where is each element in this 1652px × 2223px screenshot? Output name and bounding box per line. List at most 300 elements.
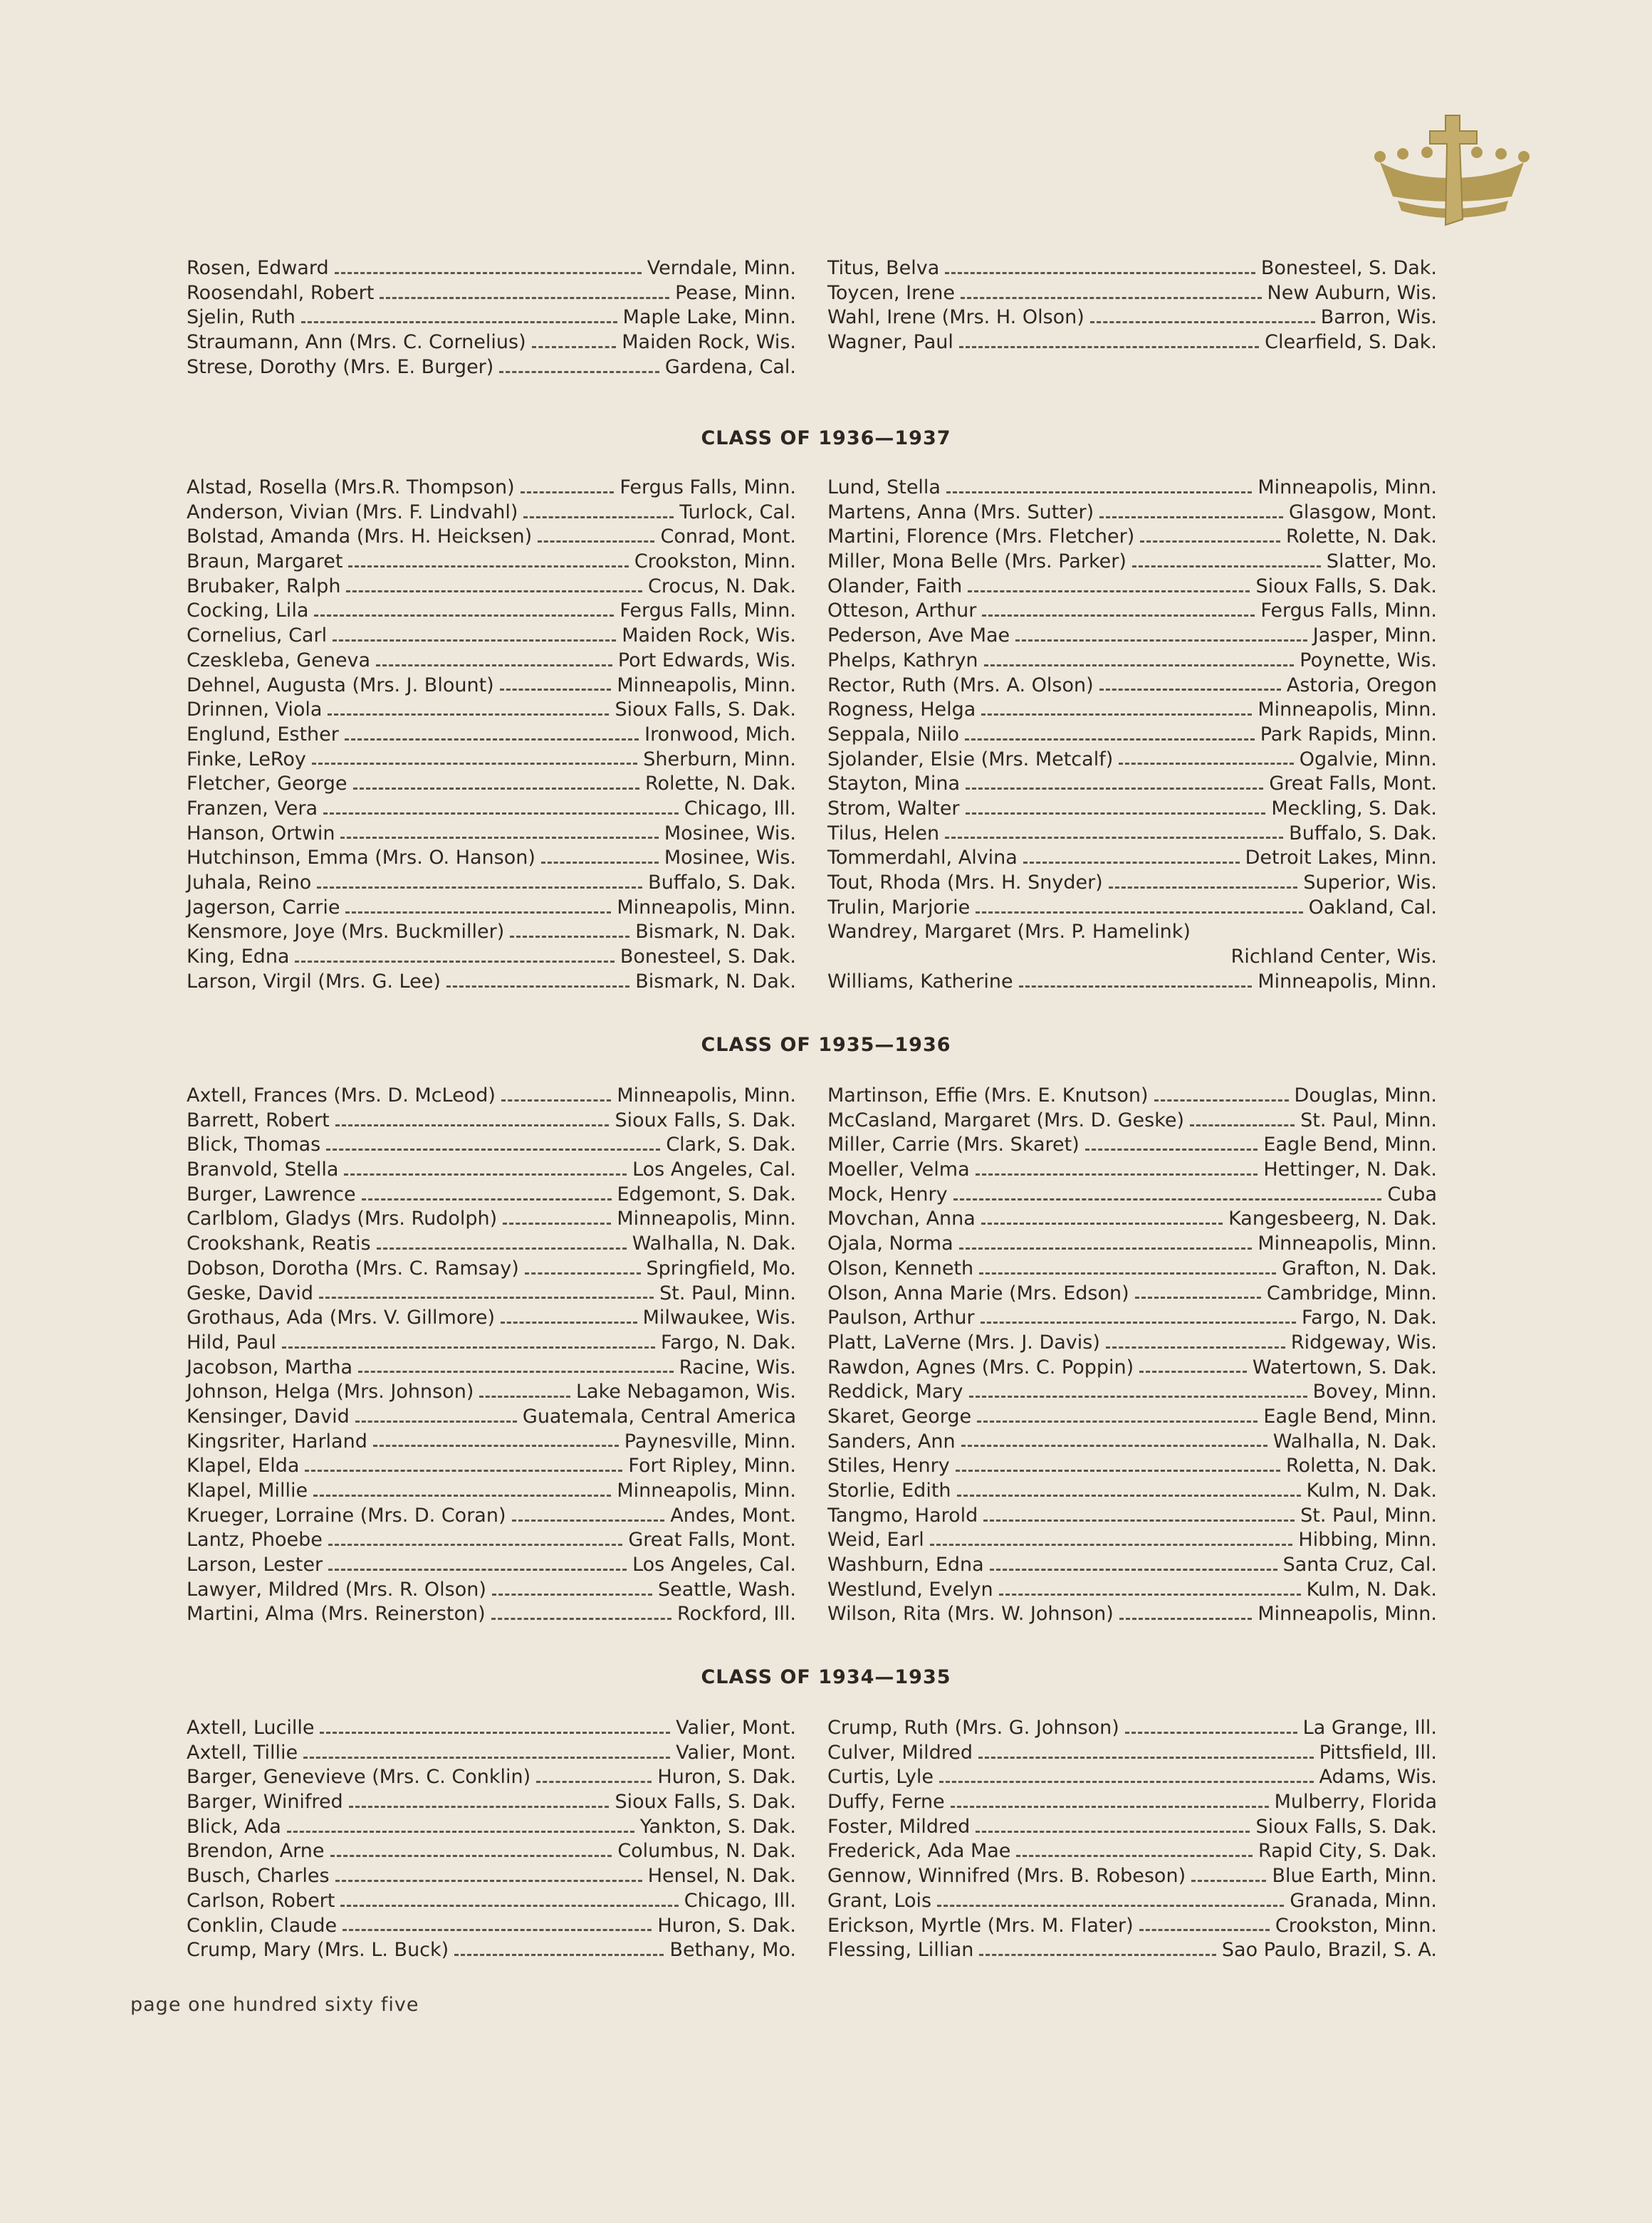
- member-name: Grant, Lois: [827, 1889, 932, 1912]
- member-location: Andes, Mont.: [670, 1504, 796, 1527]
- leader-dots: [330, 1852, 612, 1857]
- leader-dots: [501, 1097, 611, 1102]
- leader-dots: [961, 294, 1262, 299]
- member-name: Olson, Anna Marie (Mrs. Edson): [827, 1282, 1129, 1304]
- member-name: Krueger, Lorraine (Mrs. D. Coran): [187, 1504, 506, 1527]
- leader-dots: [358, 1368, 674, 1373]
- roster-entry: [187, 1133, 796, 1158]
- member-location: Buffalo, S. Dak.: [648, 872, 796, 894]
- leader-dots: [295, 958, 614, 963]
- member-location: Los Angeles, Cal.: [632, 1554, 796, 1576]
- roster-entry: [187, 846, 796, 871]
- leader-dots: [541, 859, 659, 864]
- leader-dots: [1019, 983, 1253, 988]
- class-heading: CLASS OF 1935—1936: [701, 1034, 951, 1056]
- leader-dots: [349, 1803, 610, 1808]
- roster-entry: [827, 1716, 1437, 1741]
- roster-column: [827, 1084, 1437, 1627]
- member-name: Hild, Paul: [187, 1331, 276, 1354]
- member-name: Stayton, Mina: [827, 773, 961, 795]
- roster-entry: [827, 256, 1437, 281]
- leader-dots: [313, 1492, 611, 1497]
- class-heading: CLASS OF 1936—1937: [701, 427, 951, 449]
- member-name: Seppala, Niilo: [827, 723, 960, 746]
- member-location: Fergus Falls, Minn.: [1260, 600, 1437, 622]
- leader-dots: [340, 1902, 678, 1907]
- member-location: Los Angeles, Cal.: [632, 1158, 796, 1181]
- member-name: Czeskleba, Geneva: [187, 649, 371, 671]
- member-location: Maiden Rock, Wis.: [622, 331, 796, 354]
- member-name: Anderson, Vivian (Mrs. F. Lindvahl): [187, 501, 518, 523]
- member-location: Poynette, Wis.: [1300, 649, 1437, 671]
- member-name: Westlund, Evelyn: [827, 1578, 993, 1601]
- member-name: Weid, Earl: [827, 1529, 924, 1552]
- roster-entry: [827, 1578, 1437, 1603]
- member-location: Fergus Falls, Minn.: [620, 600, 796, 622]
- roster-entry: [827, 1207, 1437, 1232]
- leader-dots: [362, 1196, 612, 1201]
- roster-entry: [187, 649, 796, 674]
- member-location: Bethany, Mo.: [669, 1939, 796, 1962]
- member-name: Blick, Thomas: [187, 1134, 321, 1156]
- leader-dots: [1106, 1344, 1285, 1349]
- member-location: Fort Ripley, Minn.: [628, 1455, 796, 1477]
- roster-entry: [187, 723, 796, 748]
- roster-entry: [187, 330, 796, 355]
- member-name: Barger, Winifred: [187, 1791, 343, 1814]
- leader-dots: [323, 810, 679, 815]
- roster-entry: [187, 1553, 796, 1578]
- roster-entry: [827, 1133, 1437, 1158]
- roster-column: [187, 1084, 796, 1627]
- leader-dots: [479, 1393, 570, 1398]
- member-name: Stiles, Henry: [827, 1455, 950, 1477]
- member-name: Grothaus, Ada (Mrs. V. Gillmore): [187, 1307, 496, 1329]
- leader-dots: [959, 1245, 1253, 1250]
- member-name: Moeller, Velma: [827, 1158, 970, 1181]
- member-location: Eagle Bend, Minn.: [1263, 1134, 1437, 1156]
- roster-column: [827, 256, 1437, 355]
- roster-entry: [827, 649, 1437, 674]
- member-location: Minneapolis, Minn.: [1258, 699, 1437, 721]
- leader-dots: [499, 368, 659, 373]
- member-name: Olson, Kenneth: [827, 1257, 974, 1280]
- leader-dots: [525, 1270, 641, 1275]
- leader-dots: [512, 1517, 665, 1522]
- leader-dots: [503, 1220, 611, 1225]
- roster-entry: [187, 1790, 796, 1815]
- roster-entry: [187, 1257, 796, 1282]
- member-name: Strom, Walter: [827, 797, 960, 820]
- member-name: Crookshank, Reatis: [187, 1233, 371, 1255]
- leader-dots: [320, 1729, 670, 1734]
- leader-dots: [346, 587, 642, 592]
- leader-dots: [326, 1146, 660, 1151]
- member-location: Milwaukee, Wis.: [642, 1307, 796, 1329]
- leader-dots: [961, 1442, 1267, 1447]
- roster-entry: [187, 256, 796, 281]
- leader-dots: [1119, 760, 1293, 765]
- roster-entry: [187, 1183, 796, 1208]
- leader-dots: [328, 1566, 627, 1571]
- leader-dots: [536, 1778, 652, 1783]
- roster-entry: [187, 1430, 796, 1455]
- member-name: Braun, Margaret: [187, 550, 343, 573]
- member-location: Rapid City, S. Dak.: [1258, 1840, 1437, 1863]
- leader-dots: [957, 1492, 1301, 1497]
- member-location: Minneapolis, Minn.: [617, 674, 796, 696]
- member-name: Miller, Carrie (Mrs. Skaret): [827, 1134, 1079, 1156]
- member-location: Superior, Wis.: [1303, 872, 1437, 894]
- leader-dots: [1090, 318, 1315, 323]
- leader-dots: [959, 343, 1259, 348]
- roster-entry: [187, 1602, 796, 1627]
- leader-dots: [491, 1615, 671, 1620]
- member-name: Wahl, Irene (Mrs. H. Olson): [827, 306, 1084, 329]
- leader-dots: [314, 612, 614, 617]
- roster-entry: [187, 1864, 796, 1889]
- roster-entry: [827, 970, 1437, 995]
- member-name: Foster, Mildred: [827, 1815, 971, 1838]
- roster-entry: [827, 330, 1437, 355]
- roster-entry: [827, 1815, 1437, 1840]
- member-location: Sioux Falls, S. Dak.: [1255, 1815, 1437, 1838]
- roster-entry: [187, 1405, 796, 1430]
- member-name: Martinson, Effie (Mrs. E. Knutson): [827, 1084, 1149, 1107]
- member-location: Crocus, N. Dak.: [648, 575, 796, 597]
- member-name: Williams, Katherine: [827, 970, 1013, 993]
- member-location: Sao Paulo, Brazil, S. A.: [1221, 1939, 1437, 1962]
- member-location: Bismark, N. Dak.: [635, 970, 796, 993]
- leader-dots: [951, 1803, 1269, 1808]
- member-name: Skaret, George: [827, 1405, 972, 1428]
- roster-entry: [827, 1889, 1437, 1914]
- roster-entry: [827, 1864, 1437, 1889]
- roster-column: [187, 256, 796, 380]
- roster-entry: [827, 772, 1437, 797]
- leader-dots: [1190, 1121, 1295, 1126]
- leader-dots: [969, 1393, 1307, 1398]
- leader-dots: [344, 1171, 627, 1176]
- member-name: Miller, Mona Belle (Mrs. Parker): [827, 550, 1126, 573]
- member-location: Crookston, Minn.: [1275, 1914, 1437, 1937]
- leader-dots: [1125, 1729, 1297, 1734]
- member-location: Hibbing, Minn.: [1298, 1529, 1437, 1552]
- member-name: Tommerdahl, Alvina: [827, 847, 1018, 869]
- member-location: Mosinee, Wis.: [664, 822, 796, 844]
- member-name: Pederson, Ave Mae: [827, 624, 1010, 647]
- member-location: Rolette, N. Dak.: [1285, 525, 1437, 548]
- member-name: Duffy, Ferne: [827, 1791, 945, 1814]
- roster-entry: [187, 624, 796, 649]
- member-name: Lawyer, Mildred (Mrs. R. Olson): [187, 1578, 486, 1601]
- member-location: Meckling, S. Dak.: [1271, 797, 1437, 820]
- roster-entry: [827, 748, 1437, 773]
- member-location: Fargo, N. Dak.: [1302, 1307, 1437, 1329]
- member-location: Barron, Wis.: [1320, 306, 1437, 329]
- member-name: Bolstad, Amanda (Mrs. H. Heicksen): [187, 525, 533, 548]
- member-name: Titus, Belva: [827, 257, 940, 279]
- roster-entry: [827, 1553, 1437, 1578]
- roster-entry: [827, 525, 1437, 550]
- leader-dots: [1099, 513, 1283, 518]
- roster-entry: [187, 550, 796, 575]
- member-name: Gennow, Winnifred (Mrs. B. Robeson): [827, 1865, 1186, 1888]
- roster-entry: [827, 476, 1437, 501]
- member-location: Minneapolis, Minn.: [617, 1084, 796, 1107]
- member-name: Phelps, Kathryn: [827, 649, 978, 671]
- roster-entry: [187, 1158, 796, 1183]
- roster-entry: [187, 1282, 796, 1307]
- roster-entry: [187, 599, 796, 624]
- roster-entry: [827, 1765, 1437, 1790]
- member-name: Sanders, Ann: [827, 1430, 956, 1453]
- member-location: St. Paul, Minn.: [1300, 1109, 1437, 1131]
- member-location: Paynesville, Minn.: [624, 1430, 796, 1453]
- member-name: Straumann, Ann (Mrs. C. Cornelius): [187, 331, 526, 354]
- member-name: Rector, Ruth (Mrs. A. Olson): [827, 674, 1094, 696]
- leader-dots: [523, 513, 674, 518]
- leader-dots: [500, 686, 612, 691]
- member-name: Dehnel, Augusta (Mrs. J. Blount): [187, 674, 494, 696]
- member-name: Branvold, Stella: [187, 1158, 339, 1181]
- roster-entry: [827, 1504, 1437, 1529]
- member-location: Verndale, Minn.: [647, 257, 796, 279]
- member-location: Minneapolis, Minn.: [617, 1208, 796, 1230]
- member-location: Jasper, Minn.: [1312, 624, 1437, 647]
- roster-entry: [827, 1839, 1437, 1864]
- leader-dots: [319, 1294, 654, 1299]
- page-number: page one hundred sixty five: [130, 1994, 419, 2016]
- roster-entry: [827, 1602, 1437, 1627]
- member-location: Ogalvie, Minn.: [1299, 748, 1437, 770]
- member-name: Tout, Rhoda (Mrs. H. Snyder): [827, 872, 1103, 894]
- member-location: Mosinee, Wis.: [664, 847, 796, 869]
- member-name: Rogness, Helga: [827, 699, 976, 721]
- roster-entry: [827, 896, 1437, 921]
- member-location: Bonesteel, S. Dak.: [1260, 257, 1437, 279]
- member-location: Cambridge, Minn.: [1266, 1282, 1437, 1304]
- member-location: New Auburn, Wis.: [1267, 281, 1437, 304]
- member-name: Barrett, Robert: [187, 1109, 330, 1131]
- roster-entry: [187, 1938, 796, 1963]
- roster-entry: [187, 674, 796, 699]
- member-location: Clearfield, S. Dak.: [1265, 331, 1437, 354]
- leader-dots: [1023, 859, 1240, 864]
- roster-entry: [187, 920, 796, 945]
- roster-entry: [827, 550, 1437, 575]
- member-location: Hensel, N. Dak.: [647, 1865, 796, 1888]
- member-name: Axtell, Frances (Mrs. D. McLeod): [187, 1084, 496, 1107]
- member-location: Lake Nebagamon, Wis.: [576, 1381, 796, 1403]
- roster-entry: [827, 501, 1437, 525]
- member-location: Rolette, N. Dak.: [644, 773, 796, 795]
- member-name: Otteson, Arthur: [827, 600, 977, 622]
- roster-entry: [827, 1741, 1437, 1766]
- roster-entry: [827, 599, 1437, 624]
- member-location: Sioux Falls, S. Dak.: [615, 699, 796, 721]
- leader-dots: [981, 1319, 1296, 1324]
- leader-dots: [977, 1418, 1258, 1423]
- roster-entry: [827, 1158, 1437, 1183]
- member-location: Port Edwards, Wis.: [617, 649, 796, 671]
- leader-dots: [532, 343, 617, 348]
- leader-dots: [983, 1517, 1295, 1522]
- leader-dots: [1140, 538, 1280, 543]
- member-name: Sjolander, Elsie (Mrs. Metcalf): [827, 748, 1114, 770]
- member-location: Minneapolis, Minn.: [617, 896, 796, 919]
- leader-dots: [990, 1566, 1277, 1571]
- member-location: Sherburn, Minn.: [643, 748, 796, 770]
- member-location: Ironwood, Mich.: [644, 723, 796, 746]
- member-location: St. Paul, Minn.: [659, 1282, 796, 1304]
- roster-entry: [827, 1938, 1437, 1963]
- roster-entry: [827, 1257, 1437, 1282]
- member-location: Rockford, Ill.: [676, 1603, 796, 1626]
- member-location: Conrad, Mont.: [660, 525, 796, 548]
- leader-dots: [965, 736, 1255, 741]
- member-name: Axtell, Tillie: [187, 1741, 298, 1764]
- roster-entry: [187, 1839, 796, 1864]
- member-location: Douglas, Minn.: [1294, 1084, 1437, 1107]
- roster-column: [827, 1716, 1437, 1963]
- member-location: Minneapolis, Minn.: [1258, 1233, 1437, 1255]
- member-location: Walhalla, N. Dak.: [632, 1233, 796, 1255]
- roster-entry: [187, 1232, 796, 1257]
- leader-dots: [979, 1951, 1216, 1956]
- leader-dots: [303, 1754, 670, 1759]
- member-name: Jagerson, Carrie: [187, 896, 340, 919]
- roster-entry: [187, 1815, 796, 1840]
- roster-column: [827, 476, 1437, 994]
- member-name: Kensmore, Joye (Mrs. Buckmiller): [187, 921, 505, 943]
- member-location: Maiden Rock, Wis.: [622, 624, 796, 647]
- roster-entry: [187, 1889, 796, 1914]
- member-location: Ridgeway, Wis.: [1290, 1331, 1437, 1354]
- roster-entry: [827, 920, 1437, 945]
- member-location: Richland Center, Wis.: [1230, 946, 1437, 968]
- roster-entry: [187, 1914, 796, 1939]
- roster-entry: [827, 575, 1437, 600]
- member-name: Klapel, Millie: [187, 1480, 308, 1502]
- roster-entry: [187, 1741, 796, 1766]
- member-location: Edgemont, S. Dak.: [617, 1183, 796, 1205]
- roster-entry: [187, 970, 796, 995]
- leader-dots: [317, 884, 642, 889]
- member-location: Sioux Falls, S. Dak.: [615, 1109, 796, 1131]
- member-name: Strese, Dorothy (Mrs. E. Burger): [187, 355, 494, 378]
- member-name: Juhala, Reino: [187, 872, 312, 894]
- leader-dots: [966, 810, 1266, 815]
- roster-entry: [827, 797, 1437, 822]
- member-name: Rosen, Edward: [187, 257, 329, 279]
- member-name: Rawdon, Agnes (Mrs. C. Poppin): [827, 1356, 1134, 1379]
- member-location: St. Paul, Minn.: [1300, 1504, 1437, 1527]
- member-name: Flessing, Lillian: [827, 1939, 974, 1962]
- member-name: Paulson, Arthur: [827, 1307, 975, 1329]
- roster-entry: [187, 896, 796, 921]
- member-name: Hutchinson, Emma (Mrs. O. Hanson): [187, 847, 535, 869]
- leader-dots: [937, 1902, 1284, 1907]
- leader-dots: [979, 1270, 1276, 1275]
- roster-entry: [827, 1380, 1437, 1405]
- member-name: Burger, Lawrence: [187, 1183, 356, 1205]
- member-name: Drinnen, Viola: [187, 699, 323, 721]
- roster-entry: [827, 1528, 1437, 1553]
- member-name: Washburn, Edna: [827, 1554, 984, 1576]
- member-location: Gardena, Cal.: [664, 355, 796, 378]
- member-location: Minneapolis, Minn.: [1258, 476, 1437, 498]
- roster-entry: [827, 1454, 1437, 1479]
- member-location: Slatter, Mo.: [1326, 550, 1437, 573]
- member-location: Great Falls, Mont.: [628, 1529, 796, 1552]
- member-name: Cocking, Lila: [187, 600, 309, 622]
- leader-dots: [1015, 637, 1307, 642]
- member-location: Granada, Minn.: [1290, 1889, 1437, 1912]
- member-location: Minneapolis, Minn.: [1258, 970, 1437, 993]
- leader-dots: [1191, 1877, 1266, 1882]
- member-name: Martini, Florence (Mrs. Fletcher): [827, 525, 1135, 548]
- member-name: Klapel, Elda: [187, 1455, 300, 1477]
- member-name: Roosendahl, Robert: [187, 281, 375, 304]
- member-location: Chicago, Ill.: [684, 797, 796, 820]
- roster-entry: [827, 1282, 1437, 1307]
- roster-entry: [827, 1109, 1437, 1134]
- member-name: Ojala, Norma: [827, 1233, 953, 1255]
- member-name: McCasland, Margaret (Mrs. D. Geske): [827, 1109, 1185, 1131]
- member-location: Blue Earth, Minn.: [1272, 1865, 1437, 1888]
- member-location: Astoria, Oregon: [1286, 674, 1437, 696]
- leader-dots: [345, 909, 611, 914]
- leader-dots: [953, 1196, 1382, 1201]
- roster-entry: [827, 1306, 1437, 1331]
- member-location: Pease, Minn.: [675, 281, 796, 304]
- member-name: King, Edna: [187, 946, 290, 968]
- member-name: Olander, Faith: [827, 575, 963, 597]
- leader-dots: [446, 983, 629, 988]
- member-location: Roletta, N. Dak.: [1286, 1455, 1437, 1477]
- leader-dots: [335, 1121, 610, 1126]
- member-name: Culver, Mildred: [827, 1741, 973, 1764]
- roster-entry: [187, 1716, 796, 1741]
- member-name: Lund, Stella: [827, 476, 941, 498]
- member-location: Eagle Bend, Minn.: [1263, 1405, 1437, 1428]
- leader-dots: [348, 563, 628, 567]
- member-name: Busch, Charles: [187, 1865, 330, 1888]
- leader-dots: [335, 1877, 642, 1882]
- leader-dots: [501, 1319, 637, 1324]
- member-name: Frederick, Ada Mae: [827, 1840, 1011, 1863]
- member-location: Huron, S. Dak.: [657, 1914, 796, 1937]
- member-location: Glasgow, Mont.: [1288, 501, 1437, 523]
- member-location: Walhalla, N. Dak.: [1272, 1430, 1437, 1453]
- member-location: Hettinger, N. Dak.: [1263, 1158, 1437, 1181]
- roster-entry: [187, 1380, 796, 1405]
- member-location: Kangesbeerg, N. Dak.: [1228, 1208, 1437, 1230]
- member-name: Kingsriter, Harland: [187, 1430, 367, 1453]
- leader-dots: [454, 1951, 664, 1956]
- leader-dots: [1099, 686, 1281, 691]
- leader-dots: [521, 488, 615, 493]
- leader-dots: [355, 1418, 517, 1423]
- member-name: Tangmo, Harold: [827, 1504, 978, 1527]
- member-name: Sjelin, Ruth: [187, 306, 296, 329]
- roster-entry: [187, 281, 796, 306]
- member-location: Huron, S. Dak.: [657, 1766, 796, 1789]
- member-location: Detroit Lakes, Minn.: [1245, 847, 1437, 869]
- leader-dots: [930, 1541, 1293, 1546]
- leader-dots: [968, 587, 1250, 592]
